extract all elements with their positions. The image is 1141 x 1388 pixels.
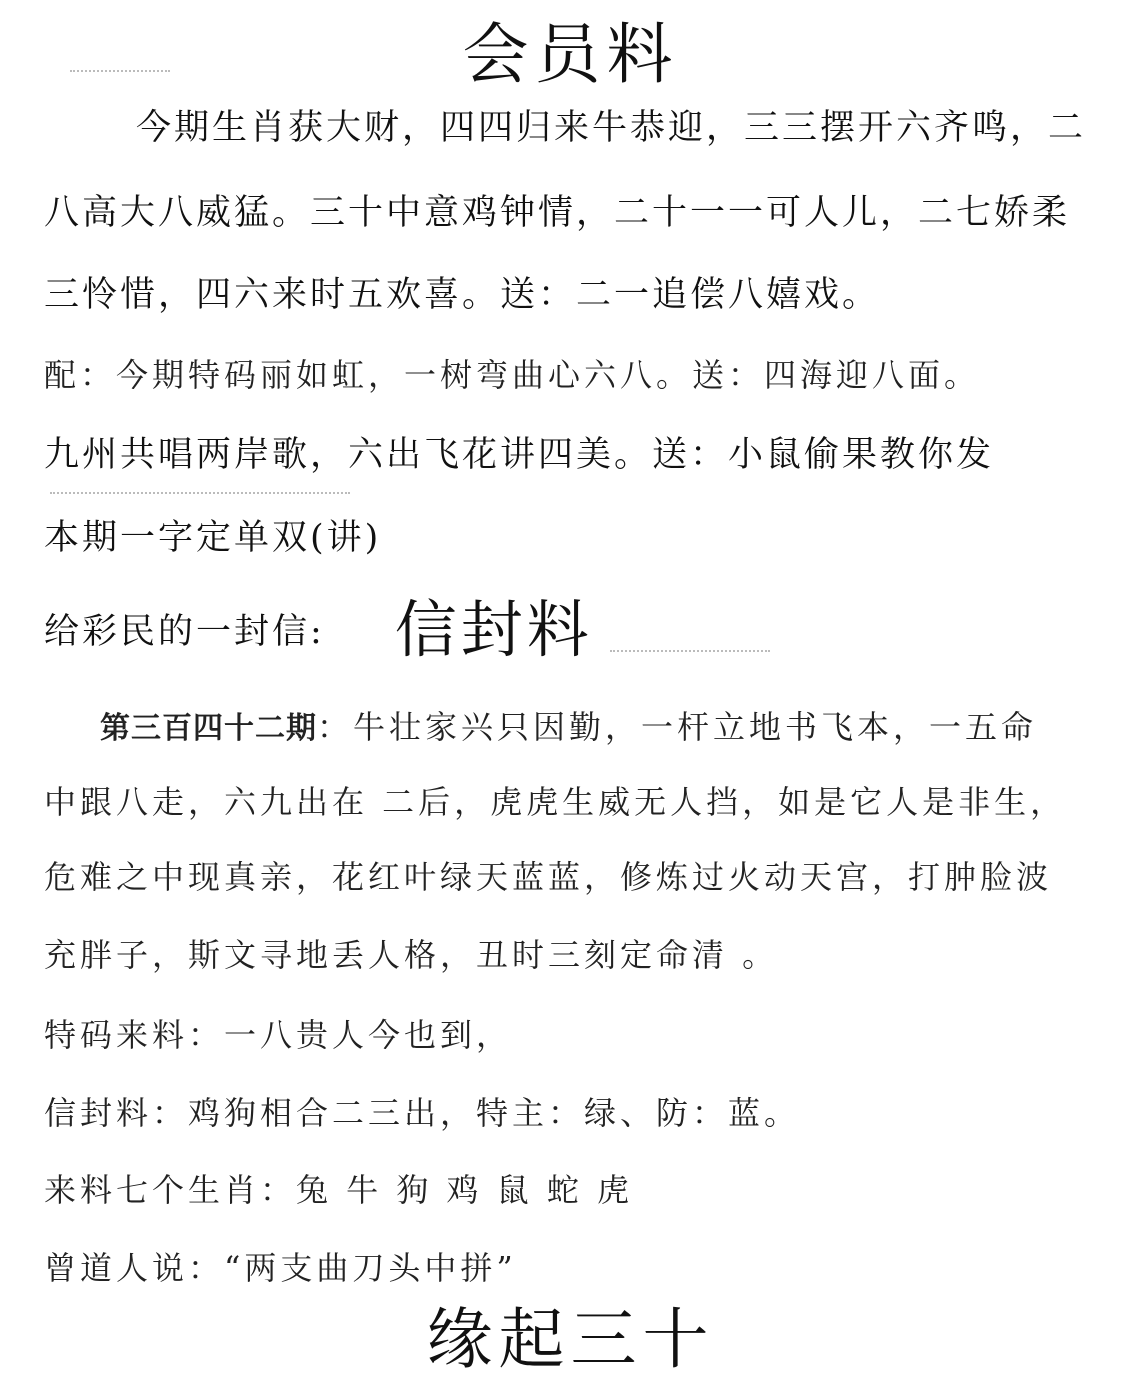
member-line-1: 今期生肖获大财，四四归来牛恭迎，三三摆开六齐鸣，二 (136, 108, 1087, 148)
member-line-6: 本期一字定单双(讲) (44, 518, 382, 558)
footer-title: 缘起三十 (426, 1301, 715, 1378)
envelope-line-6: 信封料：鸡狗相合二三出，特主：绿、防：蓝。 (44, 1094, 801, 1132)
period-label: 第三百四十二期 (100, 711, 317, 746)
envelope-line-3: 危难之中现真亲，花红叶绿天蓝蓝，修炼过火动天宫，打肿脸波 (44, 858, 1053, 896)
envelope-title: 信封料 (394, 593, 593, 666)
envelope-line-4: 充胖子，斯文寻地丢人格，丑时三刻定命清 。 (44, 936, 779, 974)
envelope-header-row (44, 593, 593, 666)
scan-artifact-dots (50, 492, 350, 494)
envelope-line-2: 中跟八走，六九出在 二后，虎虎生威无人挡，如是它人是非生， (44, 783, 1067, 821)
member-line-3: 三怜惜，四六来时五欢喜。送：二一追偿八嬉戏。 (44, 275, 881, 315)
envelope-line-8: 曾道人说：“两支曲刀头中拼” (44, 1249, 517, 1287)
envelope-line-7: 来料七个生肖：兔 牛 狗 鸡 鼠 蛇 虎 (44, 1171, 634, 1209)
envelope-line-1: 第三百四十二期：牛壮家兴只因勤，一杆立地书飞本，一五命 (100, 708, 1038, 746)
member-line-5: 九州共唱两岸歌，六出飞花讲四美。送：小鼠偷果教你发 (44, 435, 995, 475)
member-line-4: 配：今期特码丽如虹，一树弯曲心六八。送：四海迎八面。 (44, 356, 981, 394)
member-line-2: 八高大八威猛。三十中意鸡钟情，二十一一可人儿，二七娇柔 (44, 193, 1071, 233)
member-title: 会员料 (462, 16, 679, 93)
scan-artifact-dots (610, 650, 770, 652)
envelope-line-5: 特码来料：一八贵人今也到， (44, 1016, 513, 1054)
letter-label: 给彩民的一封信: (44, 612, 325, 652)
